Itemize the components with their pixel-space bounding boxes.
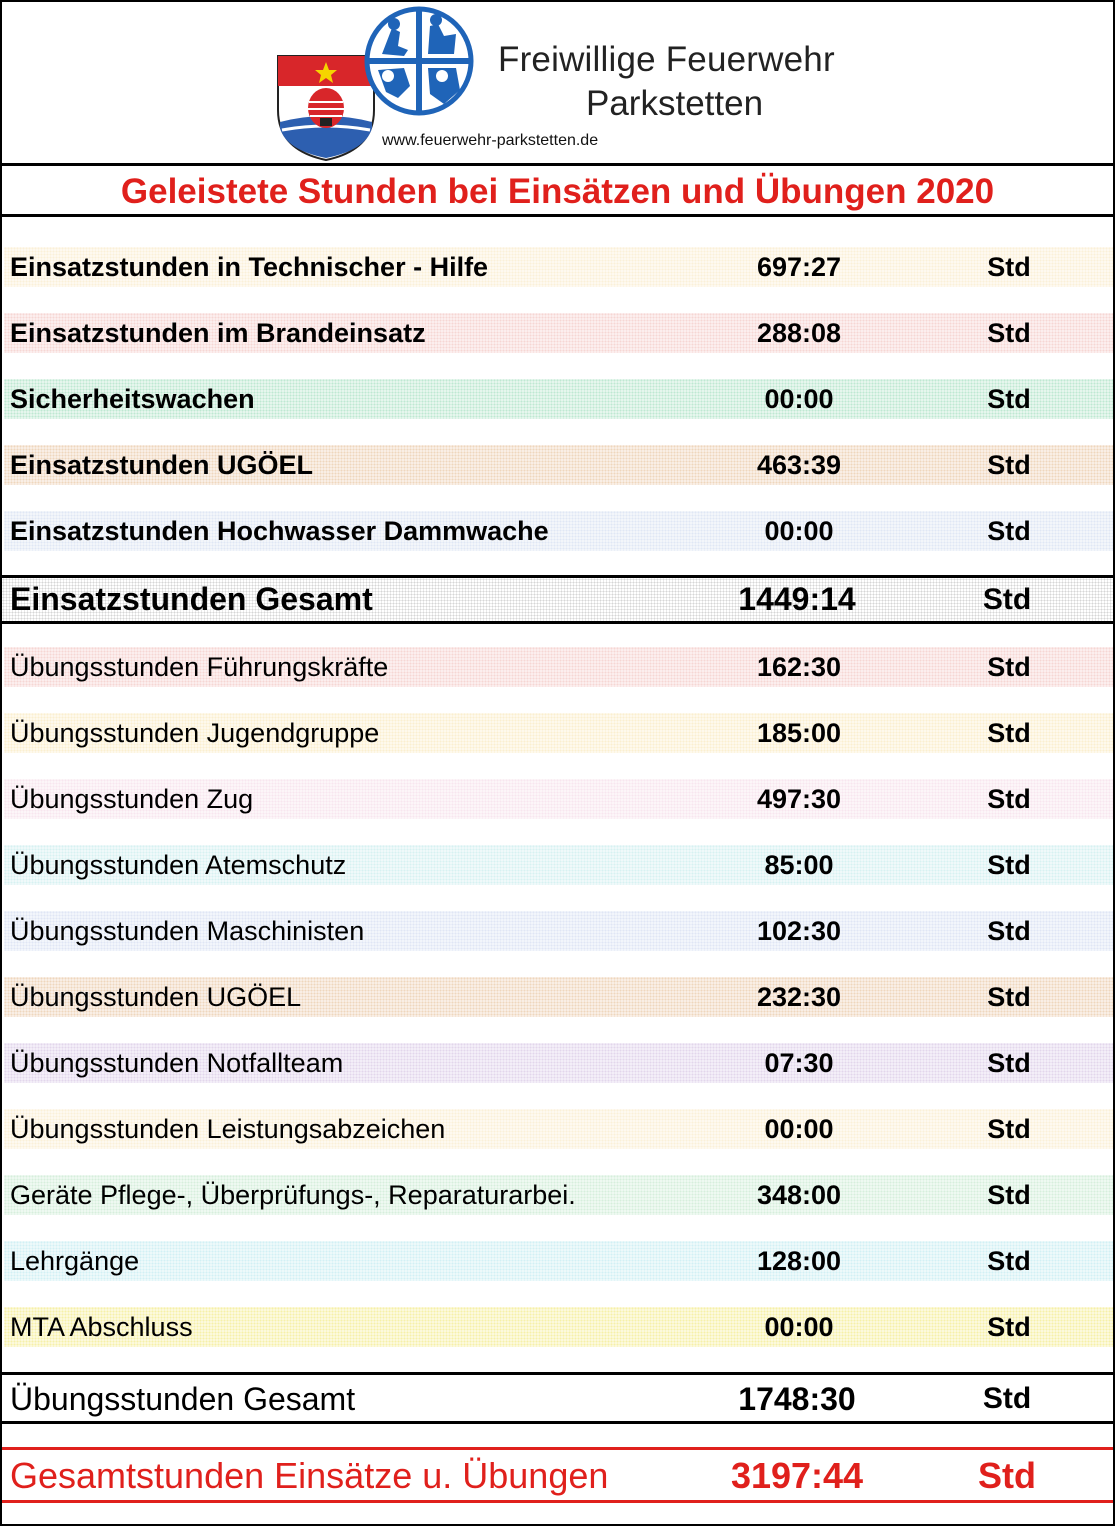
row-unit: Std xyxy=(987,384,1031,414)
row-unit: Std xyxy=(987,1180,1031,1210)
einsatz-row xyxy=(4,247,1113,287)
uebung-total-label: Übungsstunden Gesamt xyxy=(10,1381,356,1417)
uebung-row xyxy=(4,1109,1113,1149)
uebung-row xyxy=(4,977,1113,1017)
fire-brigade-emblem-icon xyxy=(364,6,474,116)
row-label: Übungsstunden Notfallteam xyxy=(10,1048,344,1078)
row-hours: 00:00 xyxy=(764,1114,834,1144)
row-unit: Std xyxy=(987,1312,1031,1342)
row-label: Übungsstunden Führungskräfte xyxy=(10,652,389,682)
row-label: Übungsstunden Atemschutz xyxy=(10,850,347,880)
row-unit: Std xyxy=(987,450,1031,480)
uebung-row xyxy=(4,911,1113,951)
row-hours: 348:00 xyxy=(756,1180,842,1210)
row-unit: Std xyxy=(987,1246,1031,1276)
grand-total-hours: 3197:44 xyxy=(730,1455,864,1496)
row-hours: 288:08 xyxy=(756,318,842,348)
grand-total-label: Gesamtstunden Einsätze u. Übungen xyxy=(10,1455,609,1496)
einsatz-row xyxy=(4,379,1113,419)
row-label: MTA Abschluss xyxy=(10,1312,193,1342)
uebung-total-row xyxy=(2,1372,1113,1424)
row-hours: 102:30 xyxy=(756,916,842,946)
grand-total-unit: Std xyxy=(978,1455,1036,1496)
grand-total-row xyxy=(2,1447,1113,1503)
row-label: Geräte Pflege-, Überprüfungs-, Reparaturarbei. xyxy=(10,1180,576,1210)
website-url: www.feuerwehr-parkstetten.de xyxy=(382,132,599,149)
row-unit: Std xyxy=(987,784,1031,814)
row-label: Sicherheitswachen xyxy=(10,384,255,414)
row-unit: Std xyxy=(987,718,1031,748)
row-hours: 00:00 xyxy=(764,516,834,546)
uebung-row xyxy=(4,845,1113,885)
brand-name-line2: Parkstetten xyxy=(586,84,764,123)
einsatz-row xyxy=(4,511,1113,551)
uebung-row xyxy=(4,779,1113,819)
header xyxy=(2,2,1113,166)
einsatz-total-hours: 1449:14 xyxy=(738,581,856,617)
row-unit: Std xyxy=(987,1114,1031,1144)
uebung-row xyxy=(4,1241,1113,1281)
row-hours: 00:00 xyxy=(764,384,834,414)
row-unit: Std xyxy=(987,252,1031,282)
page-title: Geleistete Stunden bei Einsätzen und Übungen 2020 xyxy=(2,166,1113,217)
municipal-crest-icon xyxy=(276,52,376,162)
row-unit: Std xyxy=(987,652,1031,682)
row-label: Übungsstunden Jugendgruppe xyxy=(10,718,380,748)
row-label: Übungsstunden Maschinisten xyxy=(10,916,365,946)
einsatz-total-unit: Std xyxy=(982,583,1032,616)
row-hours: 00:00 xyxy=(764,1312,834,1342)
row-hours: 497:30 xyxy=(756,784,842,814)
row-hours: 185:00 xyxy=(756,718,842,748)
row-unit: Std xyxy=(987,516,1031,546)
row-unit: Std xyxy=(987,982,1031,1012)
row-unit: Std xyxy=(987,318,1031,348)
row-label: Einsatzstunden Hochwasser Dammwache xyxy=(10,516,549,546)
uebung-row xyxy=(4,713,1113,753)
einsatz-total-row xyxy=(2,575,1113,624)
row-label: Übungsstunden UGÖEL xyxy=(10,982,302,1012)
row-hours: 07:30 xyxy=(764,1048,834,1078)
row-label: Übungsstunden Leistungsabzeichen xyxy=(10,1114,446,1144)
row-hours: 85:00 xyxy=(764,850,834,880)
row-unit: Std xyxy=(987,916,1031,946)
row-unit: Std xyxy=(987,1048,1031,1078)
row-hours: 128:00 xyxy=(756,1246,842,1276)
brand-name-line1: Freiwillige Feuerwehr xyxy=(498,40,835,79)
uebung-row xyxy=(4,1175,1113,1215)
einsatz-total-label: Einsatzstunden Gesamt xyxy=(10,581,373,617)
einsatz-row xyxy=(4,313,1113,353)
row-unit: Std xyxy=(987,850,1031,880)
row-hours: 232:30 xyxy=(756,982,842,1012)
row-label: Einsatzstunden UGÖEL xyxy=(10,450,314,480)
uebung-row xyxy=(4,647,1113,687)
row-hours: 162:30 xyxy=(756,652,842,682)
uebung-total-hours: 1748:30 xyxy=(738,1381,856,1417)
uebung-row xyxy=(4,1043,1113,1083)
row-hours: 697:27 xyxy=(756,252,842,282)
row-hours: 463:39 xyxy=(756,450,842,480)
einsatz-row xyxy=(4,445,1113,485)
row-label: Einsatzstunden im Brandeinsatz xyxy=(10,318,426,348)
row-label: Einsatzstunden in Technischer - Hilfe xyxy=(10,252,489,282)
row-label: Übungsstunden Zug xyxy=(10,784,254,814)
uebung-total-unit: Std xyxy=(982,1382,1032,1415)
row-label: Lehrgänge xyxy=(10,1246,140,1276)
uebung-row xyxy=(4,1307,1113,1347)
